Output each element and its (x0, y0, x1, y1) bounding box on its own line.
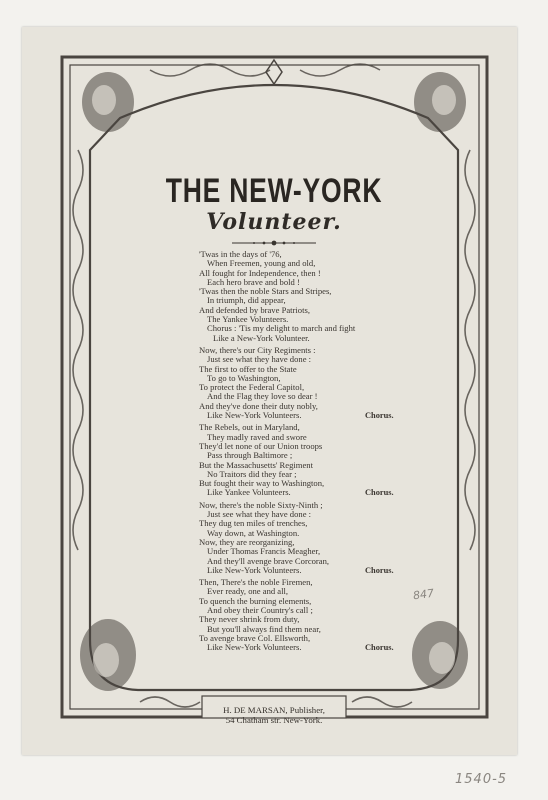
stanza (199, 577, 394, 653)
lyric-line: All fought for Independence, then ! (199, 267, 321, 278)
lyric-line: Ever ready, one and all, (207, 586, 289, 597)
lyric-line: Way down, at Washington. (207, 527, 300, 538)
lyric-line: They'd let none of our Union troops (199, 440, 323, 451)
lyric-line: Now, there's the noble Sixty-Ninth ; (199, 499, 323, 510)
lyric-line: To quench the burning elements, (199, 595, 312, 606)
lyric-line: Like New-York Volunteers. Chorus. (207, 564, 394, 575)
lyric-line: But the Massachusetts' Regiment (199, 459, 313, 470)
lyric-line: When Freemen, young and old, (207, 258, 316, 269)
lyric-line: Just see what they have done : (207, 509, 312, 520)
lyric-line: And the Flag they love so dear ! (207, 391, 318, 402)
broadside-subtitle: Volunteer. (206, 209, 342, 235)
lyric-line: Then, There's the noble Firemen, (199, 577, 313, 588)
lyric-line: Chorus : 'Tis my delight to march and fight (207, 323, 356, 334)
lyric-line: Each hero brave and bold ! (207, 276, 300, 287)
lyric-line: They madly raved and swore (207, 431, 307, 442)
lyric-line: The Rebels, out in Maryland, (199, 422, 300, 433)
lyric-line: To avenge brave Col. Ellsworth, (199, 632, 311, 643)
publisher-name: H. DE MARSAN, Publisher, (223, 705, 325, 715)
lyric-line: Pass through Baltimore ; (207, 450, 293, 461)
lyric-line: The Yankee Volunteers. (207, 314, 289, 325)
lyric-line: And they'll avenge brave Corcoran, (207, 555, 330, 566)
lyric-line: They dug ten miles of trenches, (199, 518, 308, 529)
lyric-line: And they've done their duty nobly, (199, 400, 318, 411)
lyric-line: But fought their way to Washington, (199, 478, 325, 489)
lyric-line: Just see what they have done : (207, 354, 312, 365)
song-lyrics (199, 249, 394, 653)
lyric-line: In triumph, did appear, (207, 295, 286, 306)
stanza (199, 250, 389, 343)
lyric-line: They never shrink from duty, (199, 614, 300, 625)
chorus-marker: Chorus. (365, 565, 394, 575)
lyric-line: Like a New-York Volunteer. (213, 332, 310, 343)
lyric-line: Now, they are reorganizing, (199, 536, 295, 547)
broadside-title: THE NEW-YORK (165, 172, 383, 210)
lyric-line: Like Yankee Volunteers. Chorus. (207, 487, 394, 498)
lyric-line: Like New-York Volunteers. Chorus. (207, 410, 394, 421)
lyric-line: The first to offer to the State (199, 363, 297, 374)
title-rule-ornament (232, 238, 316, 248)
lyric-line: 'Twas then the noble Stars and Stripes, (199, 286, 332, 297)
lyric-line: Now, there's our City Regiments : (199, 344, 316, 355)
handwritten-number: 847 (412, 586, 435, 603)
chorus-marker: Chorus. (365, 411, 394, 421)
publisher-address: 54 Chatham str. New-York. (225, 715, 323, 725)
lyric-line: To go to Washington, (207, 372, 281, 383)
lyric-line: Under Thomas Francis Meagher, (207, 546, 321, 557)
lyric-line: And obey their Country's call ; (207, 604, 313, 615)
stanza (199, 499, 394, 575)
lyric-line: Like New-York Volunteers. Chorus. (207, 642, 394, 653)
stanza (199, 344, 394, 421)
chorus-marker: Chorus. (365, 488, 394, 498)
lyric-line: But you'll always find them near, (207, 623, 321, 634)
stanza (199, 422, 394, 498)
handwritten-catalog-number: 1540-5 (455, 772, 508, 787)
lyric-line: To protect the Federal Capitol, (199, 382, 305, 393)
lyric-line: No Traitors did they fear ; (207, 468, 297, 479)
chorus-marker: Chorus. (365, 643, 394, 653)
top-diamond (266, 60, 282, 84)
publisher-imprint (0, 705, 548, 725)
lyric-line: And defended by brave Patriots, (199, 304, 310, 315)
lyric-line: 'Twas in the days of '76, (199, 249, 282, 259)
